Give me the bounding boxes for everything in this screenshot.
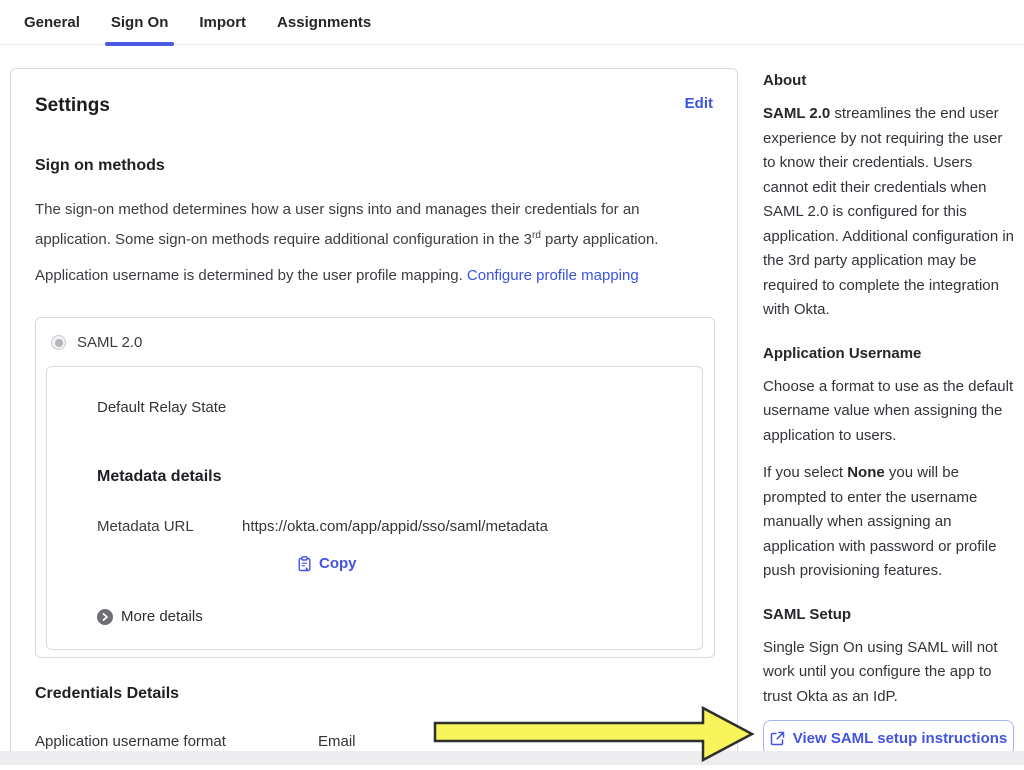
app-tabbar [0,0,1024,45]
metadata-url-label: Metadata URL [97,518,194,535]
description-text-end: party application. [540,231,659,248]
saml-details-box [46,366,703,650]
metadata-url-row [97,518,702,535]
table-row [35,733,713,750]
about-body-text: streamlines the end user experience by not requiring the user to know their credentials. Users cannot edit their credentials when SAML 2.0 is configured for this application. Additional configuration in the 3rd party application may be required to complete the integration with Okta. [763,105,1015,318]
about-heading: About [763,72,807,89]
saml-method-box [35,317,715,658]
metadata-url-value: https://okta.com/app/appid/sso/saml/metadata [242,518,548,535]
settings-card-header [35,95,713,117]
application-username-format-value: Email [318,733,356,750]
more-details-toggle[interactable] [97,608,702,625]
sign-on-methods-description [35,197,695,253]
saml-radio-label: SAML 2.0 [77,334,143,351]
view-saml-setup-instructions-label: View SAML setup instructions [792,729,1008,747]
tab-assignments[interactable]: Assignments [277,13,372,31]
p2-bold: None [847,464,885,481]
more-details-label: More details [121,608,203,625]
chevron-right-circle-icon [97,609,113,625]
settings-title: Settings [35,95,110,116]
ordinal-superscript: rd [531,230,541,241]
sign-on-methods-heading: Sign on methods [35,157,165,174]
application-username-heading: Application Username [763,344,922,362]
credentials-details-heading: Credentials Details [35,685,180,702]
username-note [35,263,695,289]
copy-metadata-url-link[interactable] [297,555,357,572]
copy-row [297,555,702,572]
configure-profile-mapping-link[interactable]: Configure profile mapping [466,267,639,284]
saml-radio-row [36,318,714,351]
about-body [763,102,1016,323]
application-username-p1: Choose a format to use as the default username value when assigning the application to users. [763,377,1014,444]
tab-general[interactable]: General [24,13,80,31]
copy-label: Copy [319,555,357,572]
description-text: The sign-on method determines how a user signs into and manages their credentials for an application. Some sign-on methods require additional configuration in the 3 [35,201,640,248]
saml-radio-button[interactable] [51,335,66,350]
application-username-p2 [763,461,1016,584]
settings-card [10,68,738,765]
bottom-cutoff-strip [0,751,1024,765]
saml-setup-heading: SAML Setup [763,605,852,623]
application-username-format-label: Application username format [35,733,226,750]
about-body-bold: SAML 2.0 [763,105,831,122]
tab-sign-on[interactable]: Sign On [109,0,171,45]
p2-post: you will be prompted to enter the username manually when assigning an application with password or profile push provisioning features. [763,464,997,579]
help-sidebar [763,60,1016,756]
tab-import[interactable]: Import [199,13,247,31]
default-relay-state-label: Default Relay State [97,399,227,416]
clipboard-icon [297,556,312,572]
p2-pre: If you select [763,464,848,481]
radio-dot-icon [55,339,63,347]
saml-setup-body: Single Sign On using SAML will not work until you configure the app to trust Okta as an IdP. [763,638,998,705]
external-link-icon [770,731,785,746]
edit-link[interactable]: Edit [684,95,713,112]
metadata-details-heading: Metadata details [97,468,222,485]
username-note-text: Application username is determined by the user profile mapping. [35,267,467,284]
